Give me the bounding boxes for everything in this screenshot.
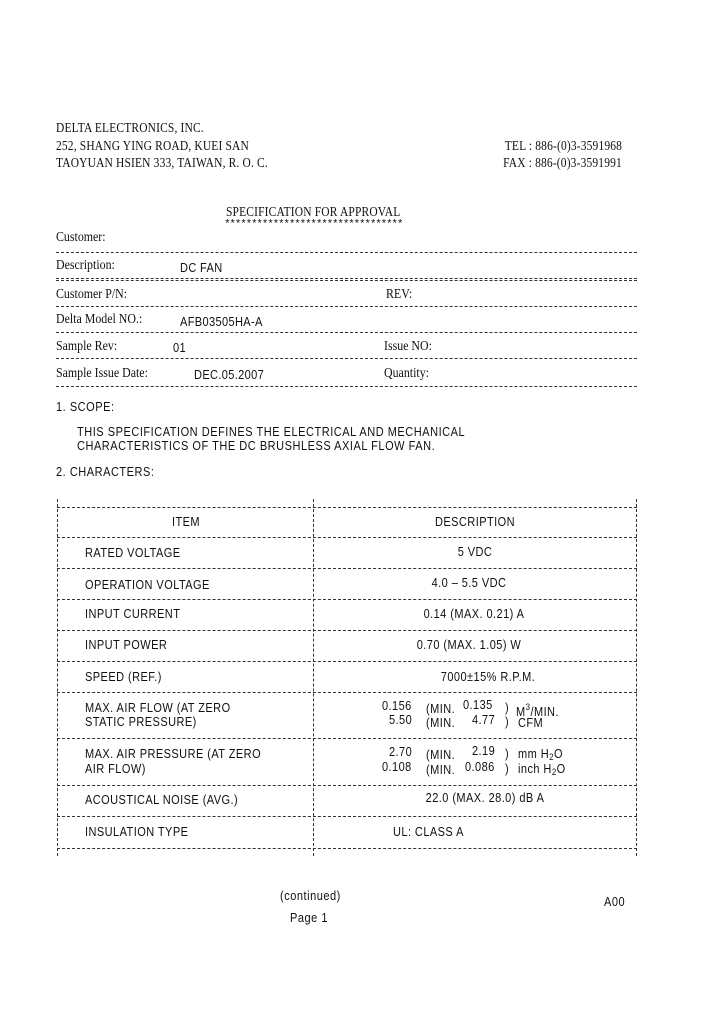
table-row-item: MAX. AIR FLOW (AT ZERO xyxy=(85,701,231,715)
table-row-description: UL: CLASS A xyxy=(393,825,464,839)
table-rule xyxy=(57,785,637,786)
table-row-item: OPERATION VOLTAGE xyxy=(85,578,210,592)
scope-heading: 1. SCOPE: xyxy=(56,400,115,414)
scope-text-line2: CHARACTERISTICS OF THE DC BRUSHLESS AXIAL FLOW FAN. xyxy=(77,439,436,453)
company-tel: TEL : 886-(0)3-3591968 xyxy=(504,139,622,154)
airflow-value-m3: 0.156 xyxy=(382,699,412,713)
airflow-close-paren: ) xyxy=(505,715,510,729)
description-value: DC FAN xyxy=(180,260,223,275)
table-row-item: RATED VOLTAGE xyxy=(85,546,181,560)
airpressure-min-value-mmh2o: 2.19 xyxy=(472,744,496,758)
table-rule xyxy=(57,599,637,600)
table-border-left xyxy=(57,499,58,856)
company-address-line1: 252, SHANG YING ROAD, KUEI SAN xyxy=(56,139,249,154)
table-row-description: 0.14 (MAX. 0.21) A xyxy=(423,607,525,621)
table-row-item-cont: STATIC PRESSURE) xyxy=(85,715,197,729)
divider xyxy=(56,386,637,387)
divider xyxy=(56,358,637,359)
continued-note: (continued) xyxy=(280,889,341,903)
customer-label: Customer: xyxy=(56,230,106,245)
airflow-unit-m3: $M^3$/MIN. xyxy=(516,702,559,719)
divider xyxy=(56,278,637,279)
scope-text-line1: THIS SPECIFICATION DEFINES THE ELECTRICAL AND MECHANICAL xyxy=(77,425,466,439)
sample-rev-value: 01 xyxy=(173,340,186,355)
airpressure-min-label: (MIN. xyxy=(426,763,456,777)
divider xyxy=(56,332,637,333)
table-column-divider xyxy=(313,499,314,856)
table-row-item: INPUT CURRENT xyxy=(85,607,181,621)
divider xyxy=(56,280,637,281)
sample-rev-label: Sample Rev: xyxy=(56,339,118,354)
company-address-line2: TAOYUAN HSIEN 333, TAIWAN, R. O. C. xyxy=(56,156,268,171)
airflow-min-value-cfm: 4.77 xyxy=(472,713,496,727)
table-row-description: 0.70 (MAX. 1.05) W xyxy=(416,638,522,652)
table-row-description: 7000±15% R.P.M. xyxy=(440,670,536,684)
table-rule xyxy=(57,692,637,693)
table-row-item: INSULATION TYPE xyxy=(85,825,189,839)
table-row-item: SPEED (REF.) xyxy=(85,670,162,684)
airpressure-close-paren: ) xyxy=(505,747,510,761)
airpressure-value-mmh2o: 2.70 xyxy=(389,745,413,759)
description-label: Description: xyxy=(56,258,115,273)
table-rule xyxy=(57,661,637,662)
table-rule xyxy=(57,507,637,508)
table-row-item-cont: AIR FLOW) xyxy=(85,762,146,776)
table-header-description: DESCRIPTION xyxy=(434,515,516,529)
table-row-item: INPUT POWER xyxy=(85,638,168,652)
document-code: A00 xyxy=(604,895,626,909)
table-rule xyxy=(57,630,637,631)
airflow-min-label: (MIN. xyxy=(426,702,456,716)
sample-issue-date-value: DEC.05.2007 xyxy=(194,367,265,382)
divider xyxy=(56,252,637,253)
table-row-description: 4.0 – 5.5 VDC xyxy=(431,576,507,590)
table-rule xyxy=(57,816,637,817)
page-number: Page 1 xyxy=(290,911,329,925)
divider xyxy=(56,306,637,307)
sample-issue-date-label: Sample Issue Date: xyxy=(56,366,148,381)
table-rule xyxy=(57,738,637,739)
airpressure-unit-mmh2o: mm $H_2O$ xyxy=(518,747,563,762)
company-name: DELTA ELECTRONICS, INC. xyxy=(56,121,204,136)
airpressure-min-label: (MIN. xyxy=(426,748,456,762)
airpressure-min-value-inchh2o: 0.086 xyxy=(465,760,495,774)
page-title: SPECIFICATION FOR APPROVAL xyxy=(226,205,401,220)
delta-model-value: AFB03505HA-A xyxy=(180,314,263,329)
characters-heading: 2. CHARACTERS: xyxy=(56,465,155,479)
table-rule xyxy=(57,848,637,849)
table-row-description: 22.0 (MAX. 28.0) dB A xyxy=(425,791,545,805)
table-row-description: 5 VDC xyxy=(457,545,493,559)
table-row-item: ACOUSTICAL NOISE (AVG.) xyxy=(85,793,239,807)
issue-no-label: Issue NO: xyxy=(384,339,432,354)
table-rule xyxy=(57,537,637,538)
airflow-close-paren: ) xyxy=(505,701,510,715)
airflow-value-cfm: 5.50 xyxy=(389,713,413,727)
table-border-right xyxy=(636,499,637,856)
airflow-unit-cfm: CFM xyxy=(518,716,544,730)
airpressure-value-inchh2o: 0.108 xyxy=(382,760,412,774)
table-row-item: MAX. AIR PRESSURE (AT ZERO xyxy=(85,747,262,761)
quantity-label: Quantity: xyxy=(384,366,429,381)
table-rule xyxy=(57,568,637,569)
airpressure-unit-inchh2o: inch $H_2O$ xyxy=(518,762,566,777)
title-underline: ********************************* xyxy=(224,219,403,231)
airflow-min-label: (MIN. xyxy=(426,716,456,730)
airflow-min-value-m3: 0.135 xyxy=(463,698,493,712)
airpressure-close-paren: ) xyxy=(505,762,510,776)
table-header-item: ITEM xyxy=(171,515,201,529)
rev-label: REV: xyxy=(386,287,413,302)
customer-pn-label: Customer P/N: xyxy=(56,287,128,302)
delta-model-label: Delta Model NO.: xyxy=(56,312,143,327)
company-fax: FAX : 886-(0)3-3591991 xyxy=(503,156,622,171)
